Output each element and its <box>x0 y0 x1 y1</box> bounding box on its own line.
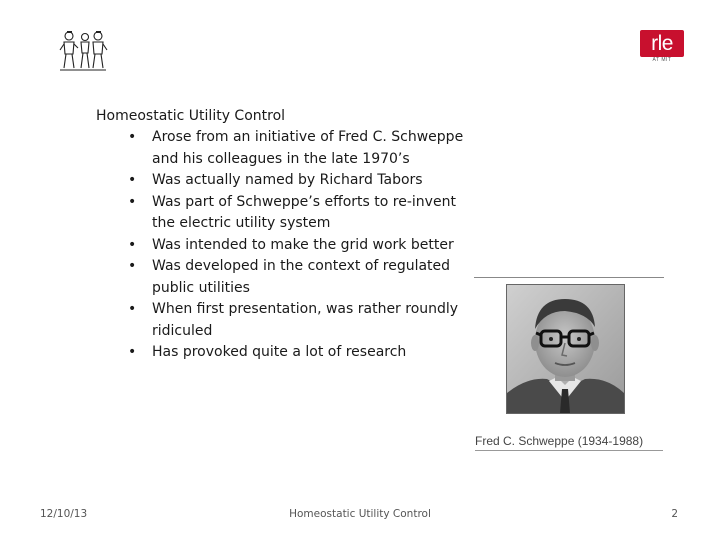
rle-logo-subtext: AT MIT <box>652 57 672 63</box>
rle-logo-text: rle <box>640 30 684 57</box>
photo-top-rule <box>474 277 664 278</box>
bullet-text: Was part of Schweppe’s efforts to re-invent the electric utility system <box>152 193 456 231</box>
bullet-item <box>128 342 476 364</box>
bullet-item <box>128 299 476 342</box>
bullet-text: Arose from an initiative of Fred C. Schweppe and his colleagues in the late 1970’s <box>152 129 464 167</box>
bullet-item <box>128 127 476 170</box>
caption-underline <box>475 450 663 451</box>
footer-date: 12/10/13 <box>40 508 88 520</box>
content-title: Homeostatic Utility Control <box>96 108 286 124</box>
mit-figures-clipart-icon <box>58 28 108 72</box>
bullet-item <box>128 192 476 235</box>
bullet-text: Has provoked quite a lot of research <box>152 344 407 360</box>
bullet-dot-icon: • <box>128 236 137 253</box>
footer-page-number: 2 <box>671 508 678 520</box>
bullet-list <box>96 127 476 364</box>
bullet-dot-icon: • <box>128 193 137 210</box>
bullet-text: Was actually named by Richard Tabors <box>152 172 423 188</box>
bullet-text: Was developed in the context of regulated public utilities <box>152 258 451 296</box>
photo-caption: Fred C. Schweppe (1934-1988) <box>475 434 644 448</box>
bullet-dot-icon: • <box>128 344 137 360</box>
bullet-dot-icon: • <box>128 301 137 317</box>
bullet-item <box>128 170 476 192</box>
bullet-dot-icon: • <box>128 172 137 188</box>
footer-title: Homeostatic Utility Control <box>289 508 431 520</box>
bullet-item <box>128 256 476 299</box>
bullet-dot-icon: • <box>128 129 137 145</box>
bullet-item <box>128 235 476 257</box>
bullet-text: Was intended to make the grid work better <box>152 236 454 253</box>
main-content <box>96 106 476 364</box>
portrait-photo-icon <box>506 284 625 414</box>
rle-logo <box>640 30 684 64</box>
bullet-text: When first presentation, was rather roundly ridiculed <box>152 301 459 339</box>
bullet-dot-icon: • <box>128 258 137 274</box>
